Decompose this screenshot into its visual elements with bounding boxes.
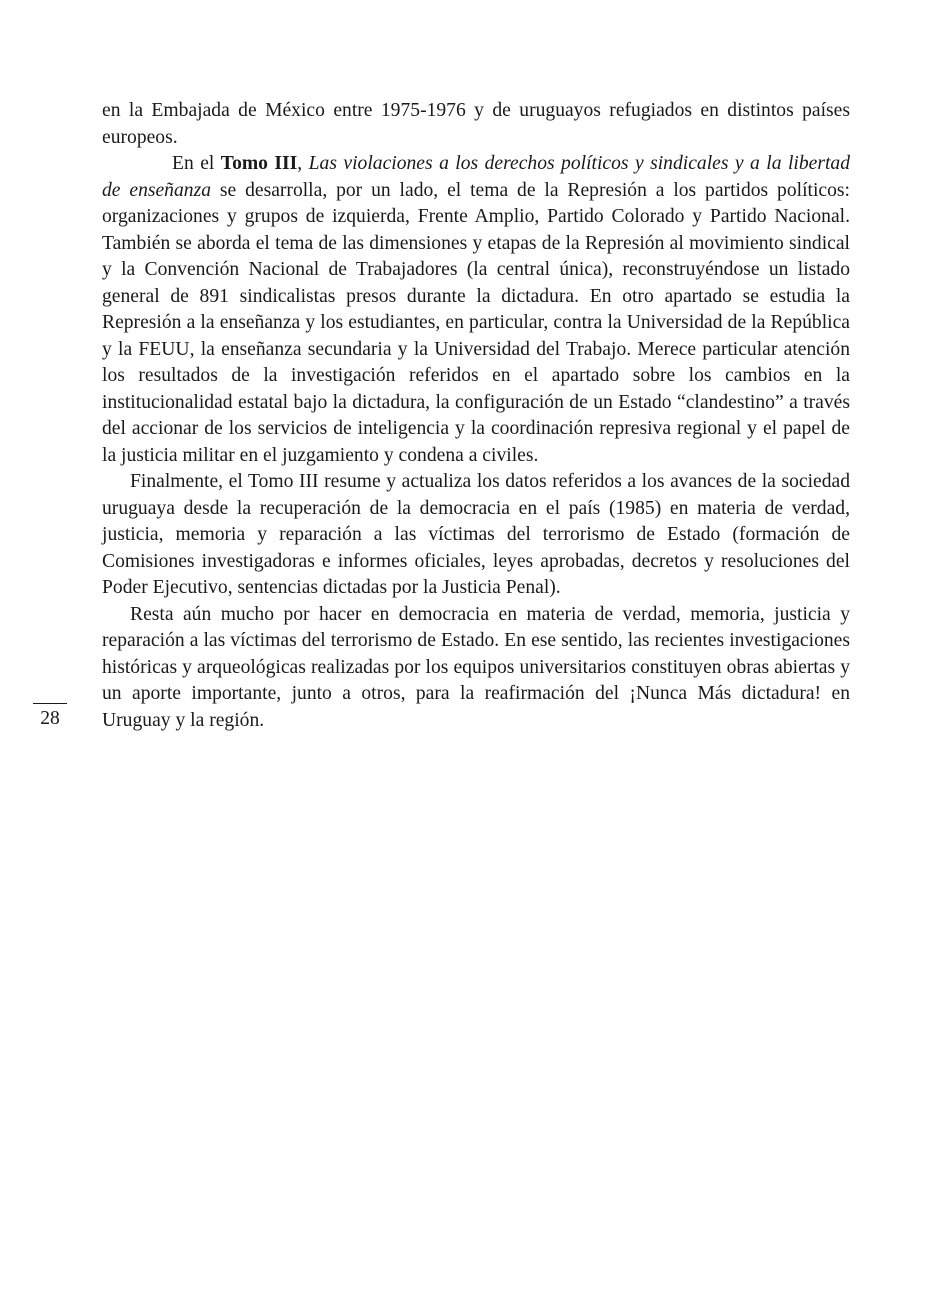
- paragraph-2: [102, 151, 850, 469]
- page-number: 28: [40, 708, 60, 729]
- paragraph-2-comma: ,: [297, 153, 309, 174]
- page-number-rule: [33, 703, 67, 704]
- paragraph-1-text: en la Embajada de México entre 1975-1976 y de uruguayos refugiados en distintos países europeos.: [102, 100, 850, 148]
- paragraph-1: [102, 98, 850, 151]
- volume-title-bold: Tomo III: [220, 153, 298, 174]
- paragraph-3: [102, 469, 850, 602]
- volume-subtitle-italic: Las violaciones a los derechos políticos y sindicales y a la libertad de enseñanza: [102, 153, 851, 201]
- paragraph-2-rest: se desarrolla, por un lado, el tema de la Represión a los partidos políticos: organizaciones y grupos de izquierda, Frente Amplio, Partido Colorado y Partido Nacional. También se aborda el tema de las dimensiones y etapas de la Represión al movimiento sindical y la Convención Nacional de Trabajadores (la central única), reconstruyéndose un listado general de 891 sindicalistas presos durante la dictadura. En otro apartado se estudia la Represión a la enseñanza y los estudiantes, en particular, contra la Universidad de la República y la FEUU, la enseñanza secundaria y la Universidad del Trabajo. Merece particular atención los resultados de la investigación referidos en el apartado sobre los cambios en la institucionalidad estatal bajo la dictadura, la configuración de un Estado “clandestino” a través del accionar de los servicios de inteligencia y la coordinación represiva regional y el papel de la justicia militar en el juzgamiento y condena a civiles.: [102, 179, 850, 466]
- body-text: [102, 98, 850, 734]
- paragraph-4: [102, 602, 850, 735]
- paragraph-2-lead: En el: [172, 153, 221, 174]
- paragraph-4-text: Resta aún mucho por hacer en democracia en materia de verdad, memoria, justicia y reparación a las víctimas del terrorismo de Estado. En ese sentido, las recientes investigaciones históricas y arqueológicas realizadas por los equipos universitarios constituyen obras abiertas y un aporte importante, junto a otros, para la reafirmación del ¡Nunca Más dictadura! en Uruguay y la región.: [102, 603, 850, 731]
- paragraph-3-text: Finalmente, el Tomo III resume y actualiza los datos referidos a los avances de la sociedad uruguaya desde la recuperación de la democracia en el país (1985) en materia de verdad, justicia, memoria y reparación a las víctimas del terrorismo de Estado (formación de Comisiones investigadoras e informes oficiales, leyes aprobadas, decretos y resoluciones del Poder Ejecutivo, sentencias dictadas por la Justicia Penal).: [102, 471, 850, 598]
